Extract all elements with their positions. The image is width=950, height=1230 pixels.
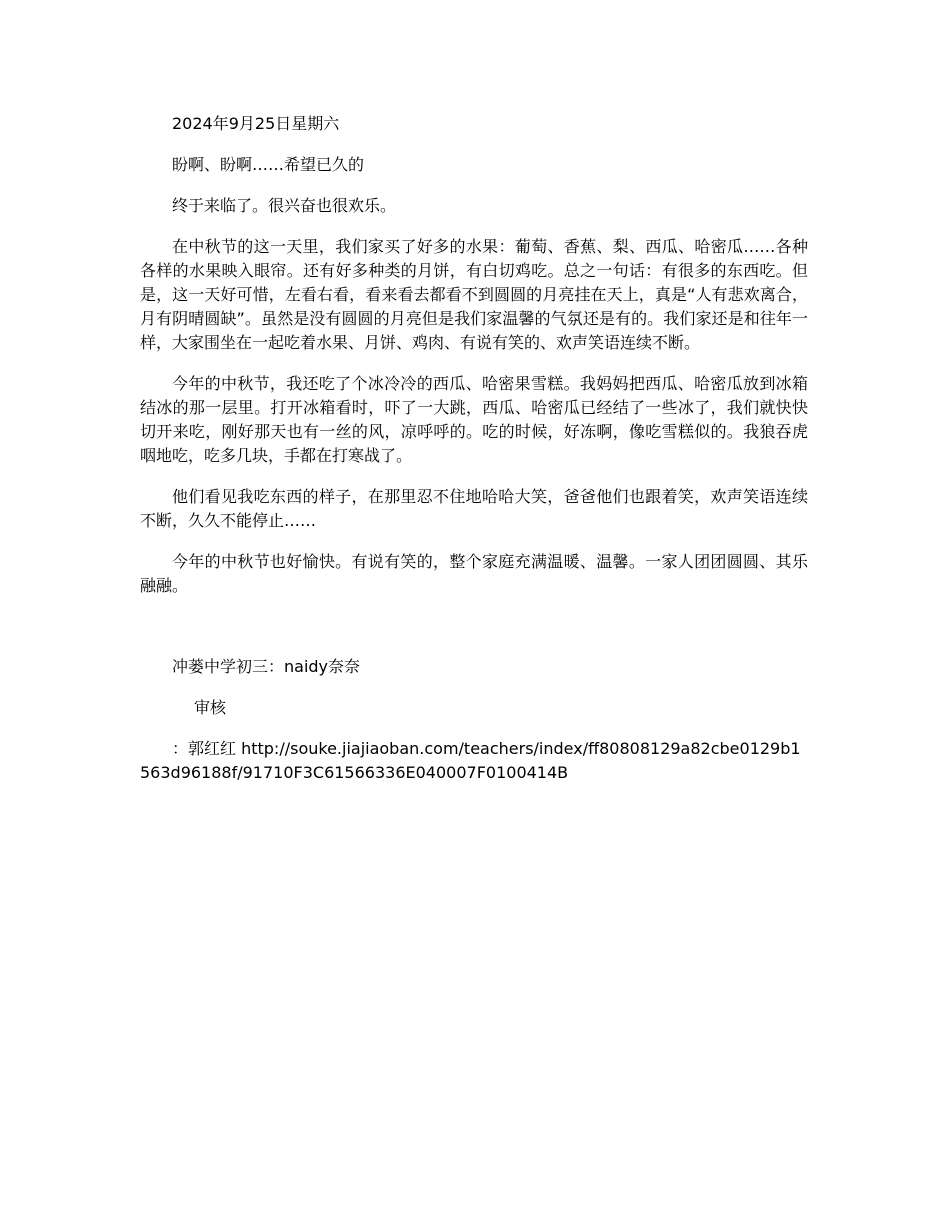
- document-date: 2024年9月25日星期六: [172, 114, 340, 133]
- document-page: [140, 112, 808, 785]
- paragraph-4: 今年的中秋节，我还吃了个冰冷冷的西瓜、哈密果雪糕。我妈妈把西瓜、哈密瓜放到冰箱结冰的那一层里。打开冰箱看时，吓了一大跳，西瓜、哈密瓜已经结了一些冰了，我们就快快切开来吃，刚好那天也有一丝的风，凉呼呼的。吃的时候，好冻啊，像吃雪糕似的。我狼吞虎咽地吃，吃多几块，手都在打寒战了。: [140, 374, 808, 465]
- reviewer-label: 审核: [194, 698, 227, 717]
- paragraph-6: 今年的中秋节也好愉快。有说有笑的，整个家庭充满温暖、温馨。一家人团团圆圆、其乐融融。: [140, 552, 808, 595]
- reviewer-line: ：郭红红 http://souke.jiajiaoban.com/teachers/index/ff80808129a82cbe0129b1563d96188f/91710F3C61566336E040007F0100414B: [140, 739, 801, 782]
- paragraph-3: 在中秋节的这一天里，我们家买了好多的水果：葡萄、香蕉、梨、西瓜、哈密瓜……各种各样的水果映入眼帘。还有好多种类的月饼，有白切鸡吃。总之一句话：有很多的东西吃。但是，这一天好可惜，左看右看，看来看去都看不到圆圆的月亮挂在天上，真是“人有悲欢离合，月有阴晴圆缺”。虽然是没有圆圆的月亮但是我们家温馨的气氛还是有的。我们家还是和往年一样，大家围坐在一起吃着水果、月饼、鸡肉、有说有笑的、欢声笑语连续不断。: [140, 237, 808, 352]
- paragraph-5: 他们看见我吃东西的样子，在那里忍不住地哈哈大笑，爸爸他们也跟着笑，欢声笑语连续不断，久久不能停止……: [140, 487, 808, 530]
- paragraph-1: 盼啊、盼啊……希望已久的: [172, 155, 365, 174]
- paragraph-2: 终于来临了。很兴奋也很欢乐。: [172, 196, 397, 215]
- signature-spacer: [140, 615, 808, 655]
- author-line: 冲蒌中学初三：naidy奈奈: [172, 657, 361, 676]
